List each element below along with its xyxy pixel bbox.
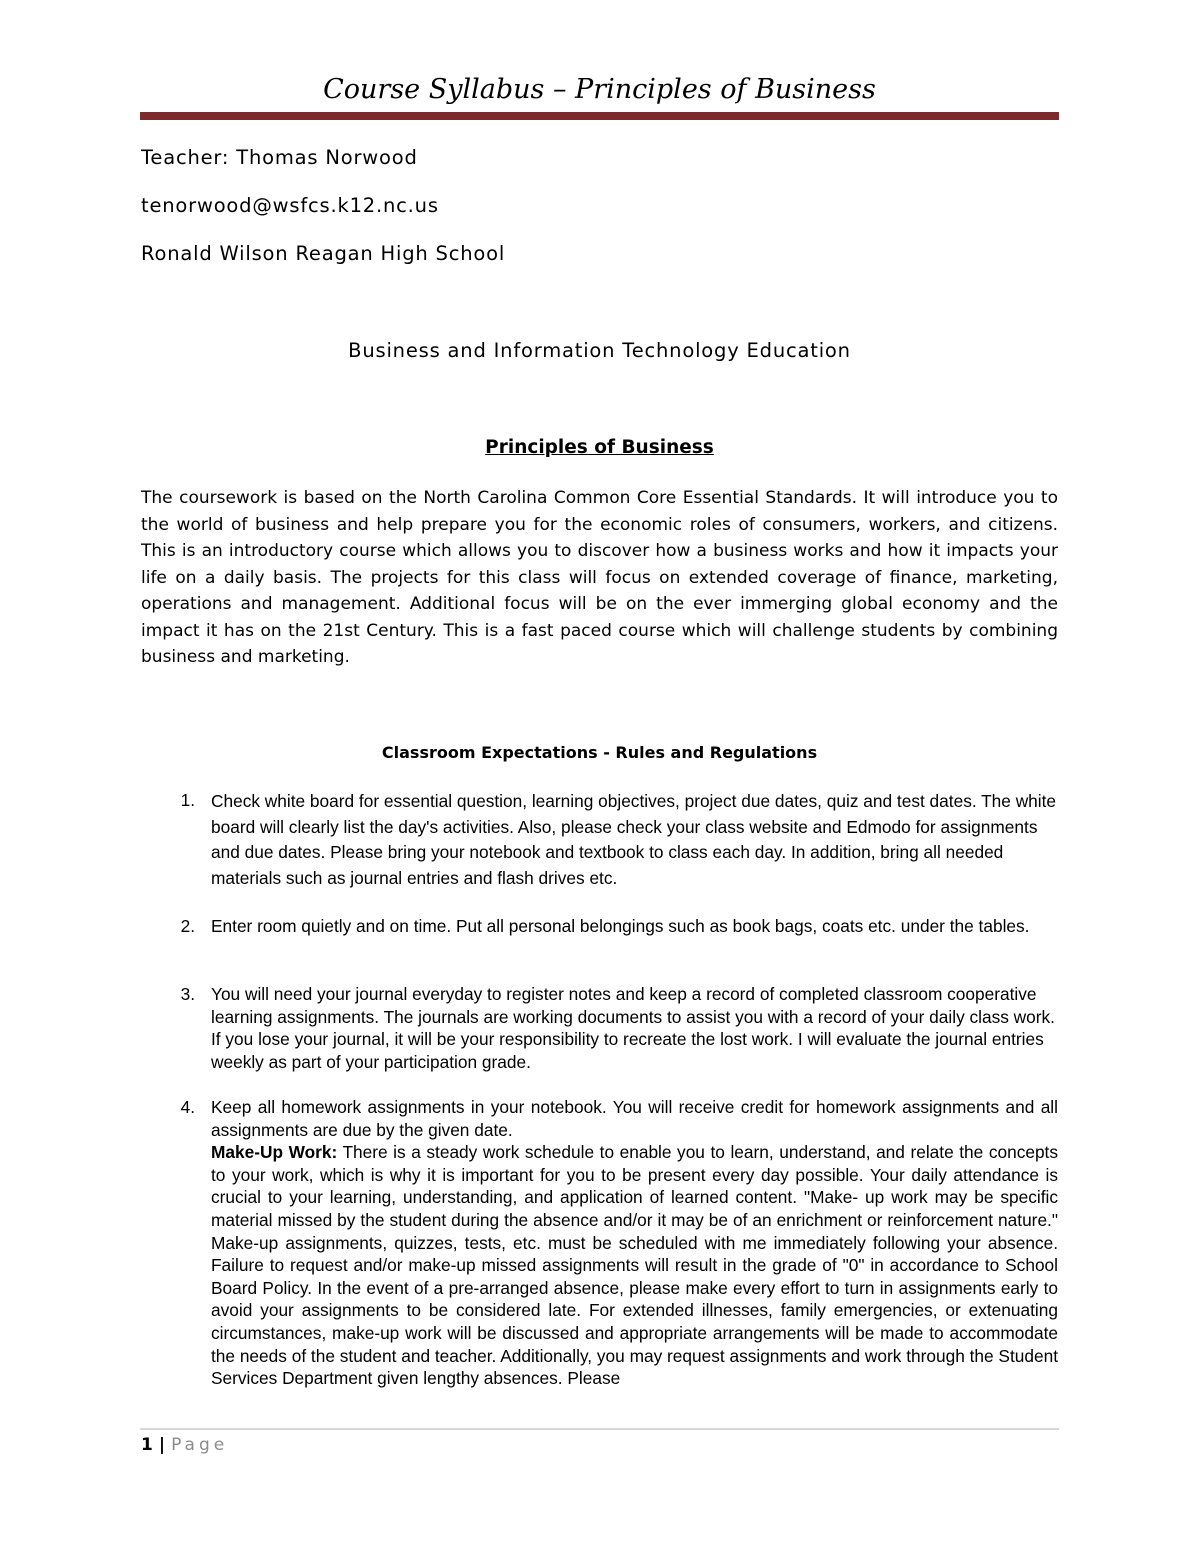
page-footer	[141, 1433, 228, 1457]
rules-heading: Classroom Expectations - Rules and Regulations	[381, 743, 818, 762]
page-label: Page	[171, 1435, 229, 1455]
teacher-name: Teacher: Thomas Norwood	[141, 146, 418, 169]
school-name: Ronald Wilson Reagan High School	[141, 242, 506, 265]
rule-number: 2.	[180, 916, 195, 936]
page-header-title: Course Syllabus – Principles of Business	[323, 74, 876, 105]
rule-number: 4.	[180, 1097, 195, 1117]
rule-text	[211, 1096, 1058, 1390]
department-title: Business and Information Technology Education	[348, 339, 851, 362]
rule-text-main: Keep all homework assignments in your notebook. You will receive credit for homework assignments and all assignments are due by the given date.	[211, 1097, 1058, 1140]
makeup-work-text: There is a steady work schedule to enable you to learn, understand, and relate the concepts to your work, which is why it is important for you to be present every day possible. Your daily attendance is crucial to your learning, understanding, and application of learned content. "Make- up work may be specific material missed by the student during the absence and/or it may be of an enrichment or reinforcement nature." Make-up assignments, quizzes, tests, etc. must be scheduled with me immediately following your absence. Failure to request and/or make-up missed assignments will result in the grade of "0" in accordance to School Board Policy. In the event of a pre-arranged absence, please make every effort to turn in assignments early to avoid your assignments to be considered late. For extended illnesses, family emergencies, or extenuating circumstances, make-up work will be discussed and appropriate arrangements will be made to accommodate the needs of the student and teacher. Additionally, you may request assignments and work through the Student Services Department given lengthy absences. Please	[211, 1142, 1059, 1389]
header-divider	[140, 112, 1059, 120]
rule-text: You will need your journal everyday to register notes and keep a record of completed classroom cooperative learning assignments. The journals are working documents to assist you with a record of your daily class work. If you lose your journal, it will be your responsibility to recreate the lost work. I will evaluate the journal entries weekly as part of your participation grade.	[211, 984, 1055, 1072]
rule-text: Check white board for essential question, learning objectives, project due dates, quiz and test dates. The white board will clearly list the day's activities. Also, please check your class website and Edmodo for assignments and due dates. Please bring your notebook and textbook to class each day. In addition, bring all needed materials such as journal entries and flash drives etc.	[211, 791, 1057, 889]
rule-number: 3.	[180, 984, 195, 1004]
makeup-work-label: Make-Up Work:	[211, 1142, 338, 1163]
page-number: 1	[141, 1435, 153, 1455]
rule-number: 1.	[180, 790, 195, 810]
course-description: The coursework is based on the North Carolina Common Core Essential Standards. It will introduce you to the world of business and help prepare you for the economic roles of consumers, workers, and citizens. This is an introductory course which allows you to discover how a business works and how it impacts your life on a daily basis. The projects for this class will focus on extended coverage of finance, marketing, operations and management. Additional focus will be on the ever immerging global economy and the impact it has on the 21st Century. This is a fast paced course which will challenge students by combining business and marketing.	[141, 488, 1058, 667]
course-title: Principles of Business	[485, 437, 714, 458]
footer-separator: |	[158, 1435, 166, 1455]
rule-text: Enter room quietly and on time. Put all personal belongings such as book bags, coats etc. under the tables.	[211, 916, 1030, 936]
footer-divider	[140, 1428, 1059, 1430]
teacher-email: tenorwood@wsfcs.k12.nc.us	[141, 194, 439, 217]
makeup-work-paragraph	[211, 1141, 1058, 1390]
